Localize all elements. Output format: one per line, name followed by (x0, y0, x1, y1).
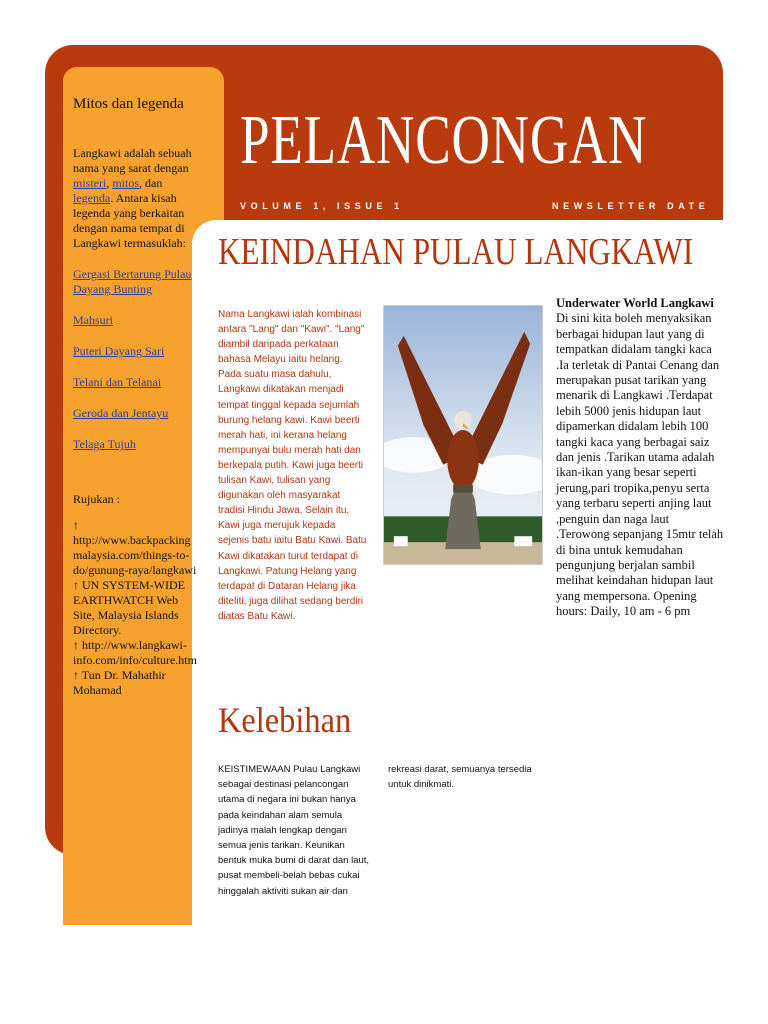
link-misteri[interactable]: misteri (73, 176, 107, 190)
reference-item: ↑ http://www.backpackingmalaysia.com/things-to-do/gunung-raya/langkawi (73, 518, 197, 577)
newsletter-title: PELANCONGAN (240, 102, 648, 179)
intro-text: Langkawi adalah sebuah nama yang sarat dengan (73, 146, 192, 175)
newsletter-date: NEWSLETTER DATE (552, 201, 710, 211)
sidebar-title: Mitos dan legenda (73, 96, 184, 112)
kelebihan-body-col2: rekreasi darat, semuanya tersedia untuk dinikmati. (388, 764, 532, 791)
sidebar-link-telaga[interactable]: Telaga Tujuh (73, 437, 136, 451)
reference-item: ↑ http://www.langkawi-info.com/info/culture.htm (73, 638, 197, 667)
legend-links (73, 267, 198, 452)
sidebar-link-mahsuri[interactable]: Mahsuri (73, 313, 113, 327)
references-label: Rujukan : (73, 492, 120, 506)
sidebar-link-geroda[interactable]: Geroda dan Jentayu (73, 406, 169, 420)
kelebihan-heading: Kelebihan (218, 700, 352, 740)
kelebihan-body-col1: KEISTIMEWAAN Pulau Langkawi sebagai destinasi pelancongan utama di negara ini bukan hanya pada keindahan alam semula jadinya malah lengkap dengan semua jenis tarikan. Keunikan bentuk muka bumi di darat dan laut, pusat membeli-belah bebas cukai hinggalah aktiviti sukan air dan (218, 764, 370, 897)
references-list (73, 518, 198, 698)
intro-text: . Antara kisah legenda yang berkaitan dengan nama tempat di Langkawi termasuklah: (73, 191, 186, 250)
sidebar-intro (73, 146, 198, 251)
reference-item: ↑ Tun Dr. Mahathir Mohamad (73, 668, 166, 697)
sidebar-link-puteri[interactable]: Puteri Dayang Sari (73, 344, 165, 358)
sidebar-link-telani[interactable]: Telani dan Telanai (73, 375, 162, 389)
sidebar-link-gergasi[interactable]: Gergasi Bertarung Pulau Dayang Bunting (73, 267, 192, 296)
article-heading: KEINDAHAN PULAU LANGKAWI (218, 231, 694, 273)
sidebar (73, 94, 198, 698)
volume-issue: VOLUME 1, ISSUE 1 (240, 201, 404, 211)
article-body: Nama Langkawi ialah kombinasi antara "Lang" dan "Kawi". "Lang" diambil daripada perkataan bahasa Melayu iaitu helang. Pada suatu masa dahulu, Langkawi dikatakan menjadi tempat tinggal kepada sejumlah burung helang kawi. Kawi beerti merah hati, ini kerana helang mempunyai bulu merah hati dan berkepala putih. Kawi juga beerti tulisan Kawi, tulisan yang digunakan oleh masyarakat tradisi Hindu Jawa. Selain itu, Kawi juga merujuk kepada sejenis batu iaitu Batu Kawi. Batu Kawi dikatakan turut terdapat di Langkawi. Patung Helang yang terdapat di Dataran Helang jika diteliti, juga dilihat sedang berdiri diatas Batu Kawi. (218, 309, 367, 622)
underwater-body: Di sini kita boleh menyaksikan berbagai hidupan laut yang di tempatkan didalam tangki kaca .Ia terletak di Pantai Cenang dan merupakan pusat tarikan yang menarik di Langkawi .Terdapat lebih 5000 jenis hidupan laut dipamerkan didalam lebih 100 tangki kaca yang berbagai saiz dan jenis .Tarikan utama adalah ikan-ikan yang besar seperti jerung,pari tropika,penyu serta yang terbaru seperti anjing laut ,penguin dan naga laut .Terowong sepanjang 15mtr telah di bina untuk kemudahan pengunjung berjalan sambil melihat keindahan hidupan laut yang mempersona. Opening hours: Daily, 10 am - 6 pm (556, 311, 724, 619)
link-mitos[interactable]: mitos (112, 176, 139, 190)
separator: , (106, 176, 113, 190)
eagle-statue-photo (383, 305, 543, 565)
underwater-title: Underwater World Langkawi (556, 296, 714, 310)
underwater-world-section (556, 296, 724, 620)
reference-item: ↑ UN SYSTEM-WIDE EARTHWATCH Web Site, Malaysia Islands Directory. (73, 578, 185, 637)
eagle-statue-image (384, 306, 542, 564)
link-legenda[interactable]: legenda (73, 191, 111, 205)
separator: , dan (139, 176, 163, 190)
